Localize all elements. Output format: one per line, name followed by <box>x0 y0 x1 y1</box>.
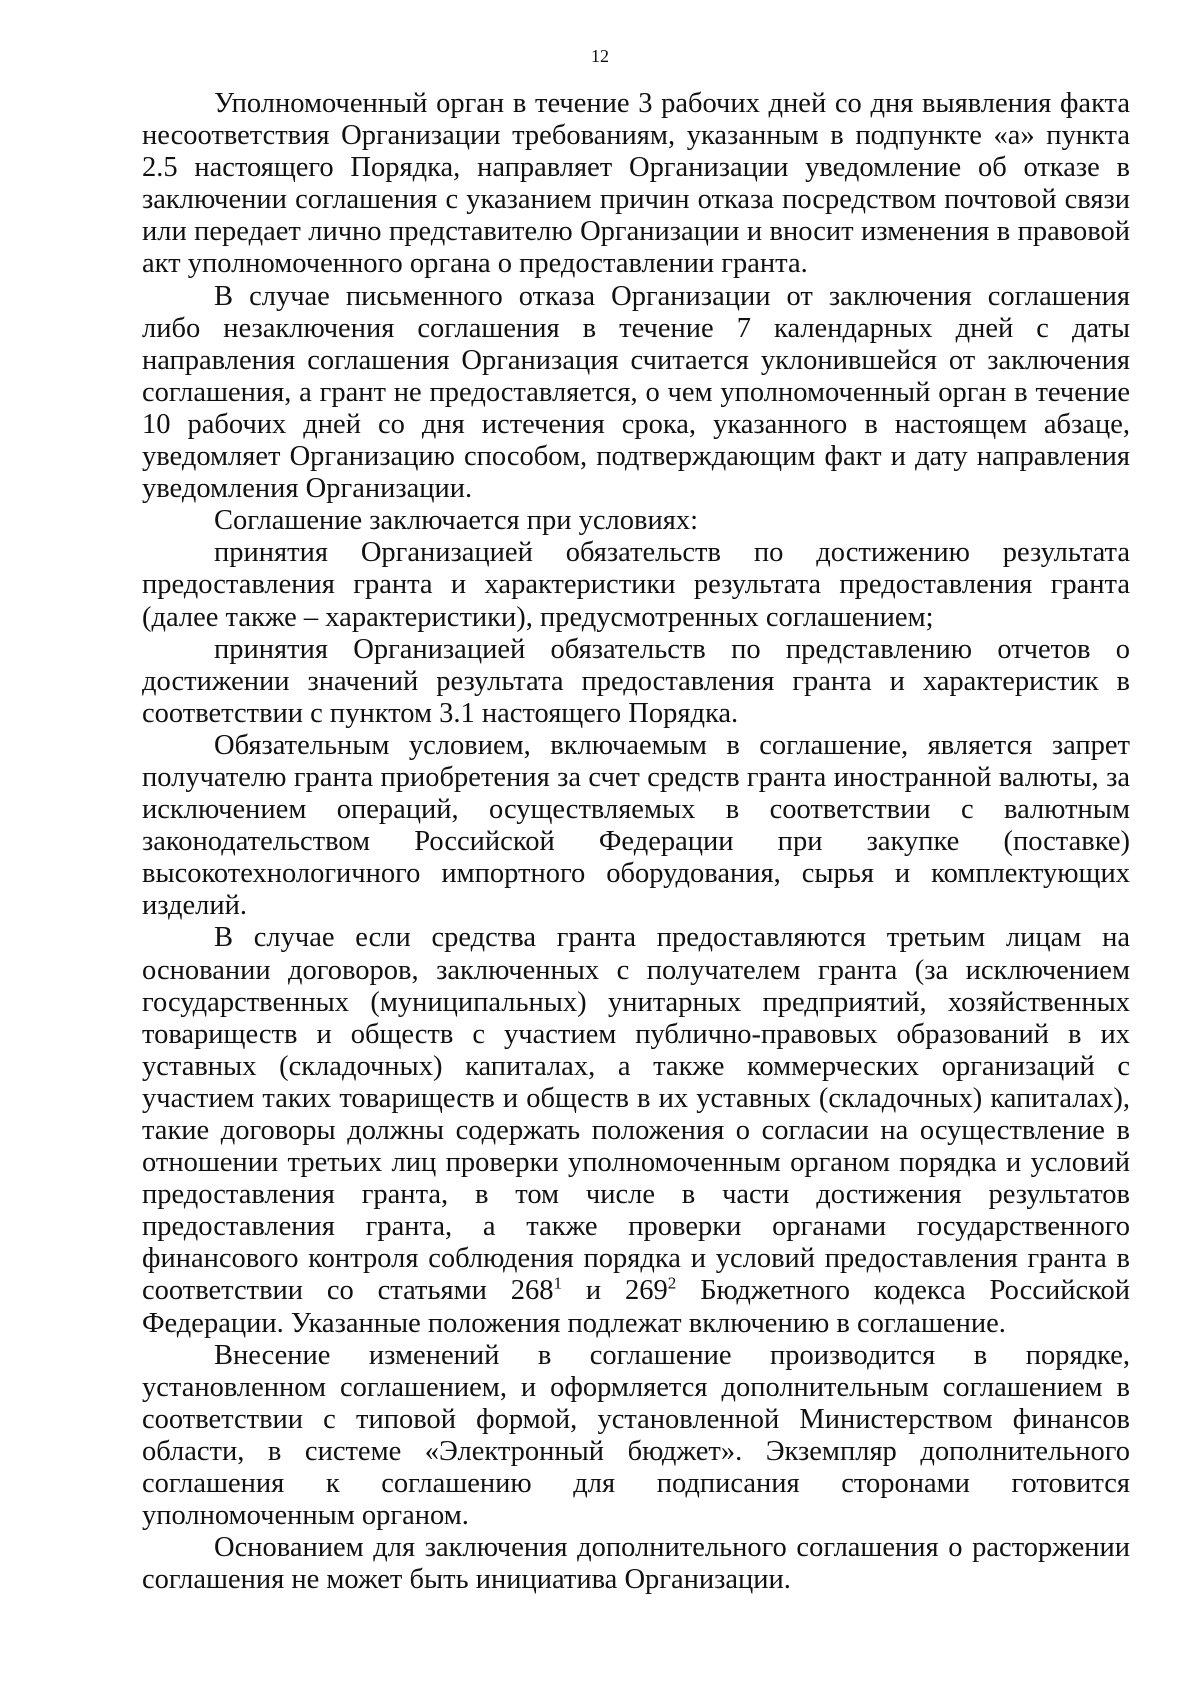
paragraph-refusal-notice: Уполномоченный орган в течение 3 рабочих дней со дня выявления факта несоответствия Организации требованиям, указанным в подпункте «а» пункта 2.5 настоящего Порядка, направляет Организации уведомление об отказе в заключении соглашения с указанием причин отказа посредством почтовой связи или передает лично представителю Организации и вносит изменения в правовой акт уполномоченного органа о предоставлении гранта. <box>142 88 1130 280</box>
paragraph-agreement-conditions: Соглашение заключается при условиях: <box>214 505 698 537</box>
condition-item-result-obligations: принятия Организацией обязательств по достижению результата предоставления гранта и характеристики результата предоставления гранта (далее также – характеристики), предусмотренных соглашением; <box>142 537 1130 633</box>
article-superscript-2: 2 <box>667 1273 677 1293</box>
third-parties-text-2: и 269 <box>562 1275 668 1307</box>
third-parties-text-3: Бюджетного кодекса Российской Федерации. Указанные положения подлежат включению в соглашение. <box>142 1275 1130 1339</box>
page-number: 12 <box>591 46 609 66</box>
third-parties-text-1: В случае если средства гранта предоставляются третьим лицам на основании договоров, заключенных с получателем гранта (за исключением государственных (муниципальных) унитарных предприятий, хозяйственных товариществ и обществ с участием публично-правовых образований в их уставных (складочных) капиталах, а также коммерческих организаций с участием таких товариществ и обществ в их уставных (складочных) капиталах), такие договоры должны содержать положения о согласии на осуществление в отношении третьих лиц проверки уполномоченным органом порядка и условий предоставления гранта, в том числе в части достижения результатов предоставления гранта, а также проверки органами государственного финансового контроля соблюдения порядка и условий предоставления гранта в соответствии со статьями 268 <box>142 922 1130 1307</box>
article-superscript-1: 1 <box>553 1273 563 1293</box>
condition-item-reporting-obligations: принятия Организацией обязательств по представлению отчетов о достижении значений результата предоставления гранта и характеристик в соответствии с пунктом 3.1 настоящего Порядка. <box>142 633 1130 729</box>
paragraph-termination-basis: Основанием для заключения дополнительного соглашения о расторжении соглашения не может быть инициатива Организации. <box>142 1532 1130 1596</box>
paragraph-third-parties <box>142 922 1130 1339</box>
document-body <box>142 88 1130 1596</box>
paragraph-written-refusal: В случае письменного отказа Организации от заключения соглашения либо незаключения соглашения в течение 7 календарных дней с даты направления соглашения Организация считается уклонившейся от заключения соглашения, а грант не предоставляется, о чем уполномоченный орган в течение 10 рабочих дней со дня истечения срока, указанного в настоящем абзаце, уведомляет Организацию способом, подтверждающим факт и дату направления уведомления Организации. <box>142 280 1130 505</box>
paragraph-amendments: Внесение изменений в соглашение производится в порядке, установленном соглашением, и оформляется дополнительным соглашением в соответствии с типовой формой, установленной Министерством финансов области, в системе «Электронный бюджет». Экземпляр дополнительного соглашения к соглашению для подписания сторонами готовится уполномоченным органом. <box>142 1339 1130 1532</box>
paragraph-currency-prohibition: Обязательным условием, включаемым в соглашение, является запрет получателю гранта приобретения за счет средств гранта иностранной валюты, за исключением операций, осуществляемых в соответствии с валютным законодательством Российской Федерации при закупке (поставке) высокотехнологичного импортного оборудования, сырья и комплектующих изделий. <box>142 729 1130 922</box>
